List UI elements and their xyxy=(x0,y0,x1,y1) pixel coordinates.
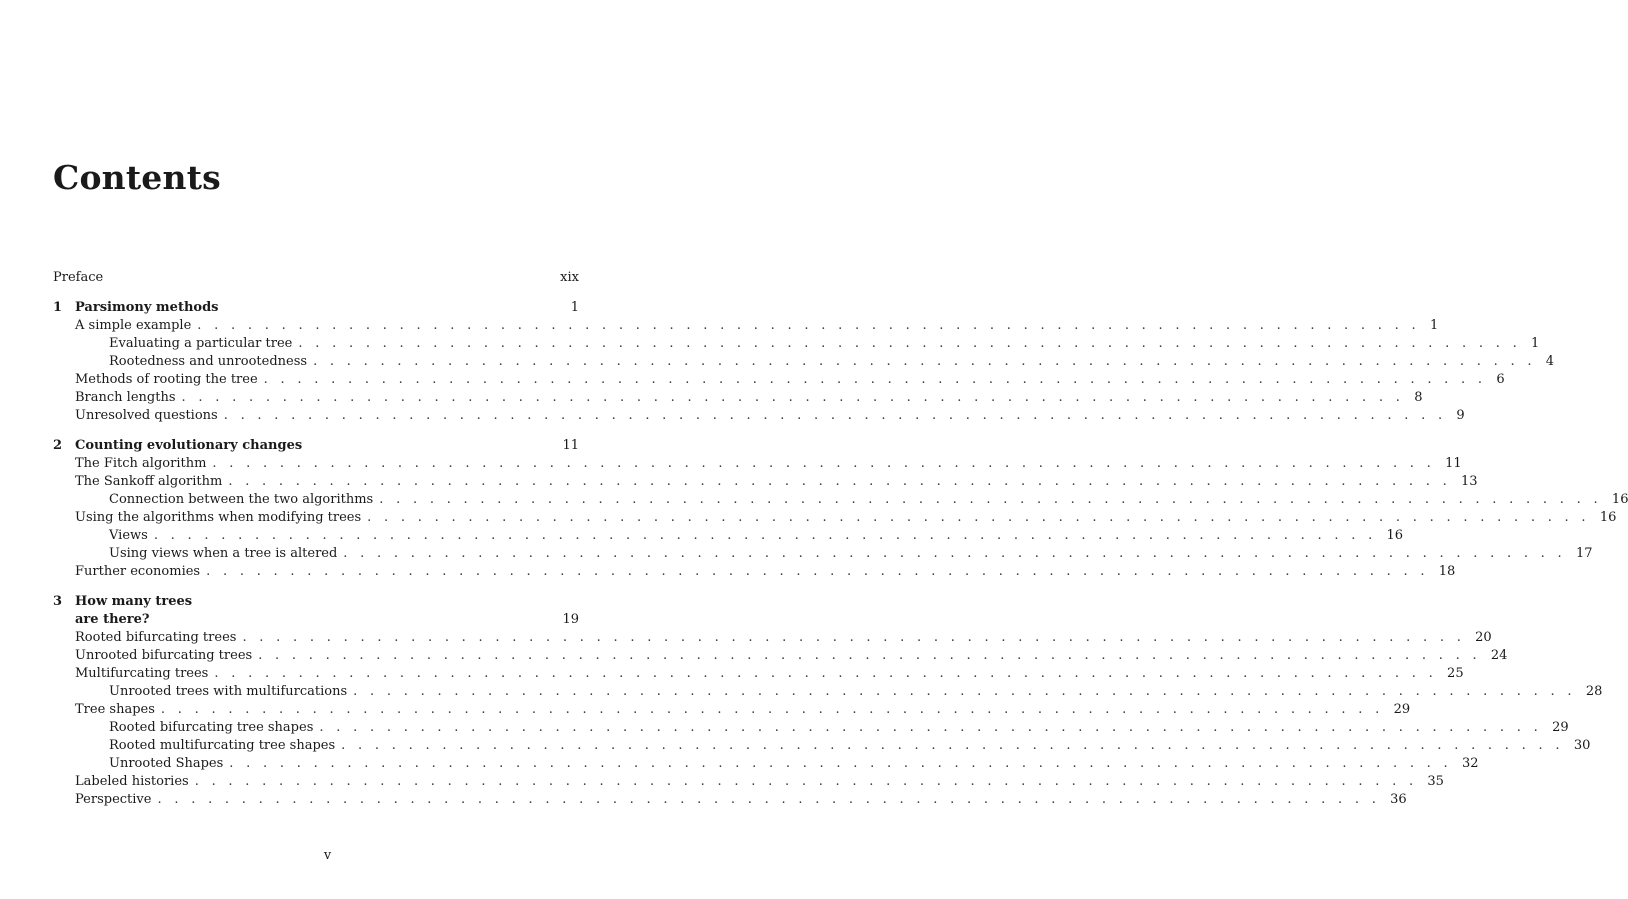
dot-leader: . . . . . . . . . . . . . . . . . . . . . . . . . . . . . . . . . . . . . . . . . . . . . . . . . . . . . . . . . . . . . . . . . . . . . . . . . xyxy=(263,372,1487,387)
toc-entry-title: Rooted multifurcating tree shapes xyxy=(109,738,336,753)
table-of-contents xyxy=(53,269,1628,809)
toc-chapter-3-continued xyxy=(53,611,579,629)
toc-section xyxy=(53,773,1444,791)
toc-entry-title: Using the algorithms when modifying trees xyxy=(75,510,362,525)
toc-section xyxy=(53,389,1423,407)
toc-entry-title: Views xyxy=(109,528,148,543)
toc-entry-title: Branch lengths xyxy=(75,390,176,405)
dot-leader: . . . . . . . . . . . . . . . . . . . . . . . . . . . . . . . . . . . . . . . . . . . . . . . . . . . . . . . . . . . . . . . . . . . . . . . . . xyxy=(242,630,1466,645)
toc-chapter-2 xyxy=(53,437,579,455)
toc-entry-title: Connection between the two algorithms xyxy=(109,492,374,507)
dot-leader: . . . . . . . . . . . . . . . . . . . . . . . . . . . . . . . . . . . . . . . . . . . . . . . . . . . . . . . . . . . . . . . . . . . . . . . . . xyxy=(197,318,1420,333)
toc-entry-title: Further economies xyxy=(75,564,201,579)
toc-entry-title: A simple example xyxy=(75,318,192,333)
dot-leader: . . . . . . . . . . . . . . . . . . . . . . . . . . . . . . . . . . . . . . . . . . . . . . . . . . . . . . . . . . . . . . . . . . . . . . . . . xyxy=(157,792,1381,807)
dot-leader: . . . . . . . . . . . . . . . . . . . . . . . . . . . . . . . . . . . . . . . . . . . . . . . . . . . . . . . . . . . . . . . . . . . . . . . . . xyxy=(319,720,1543,735)
toc-entry-title: The Sankoff algorithm xyxy=(75,474,223,489)
toc-subsection xyxy=(53,527,1404,545)
page-heading: Contents xyxy=(53,158,221,197)
dot-leader: . . . . . . . . . . . . . . . . . . . . . . . . . . . . . . . . . . . . . . . . . . . . . . . . . . . . . . . . . . . . . . . . . . . . . . . . . xyxy=(214,666,1438,681)
toc-entry-page: 4 xyxy=(1545,354,1555,369)
dot-leader: . . . . . . . . . . . . . . . . . . . . . . . . . . . . . . . . . . . . . . . . . . . . . . . . . . . . . . . . . . . . . . . . . . . . . . . . . xyxy=(313,354,1536,369)
toc-entry-title: Tree shapes xyxy=(75,702,155,717)
toc-entry-page: 29 xyxy=(1393,702,1411,717)
dot-leader: . . . . . . . . . . . . . . . . . . . . . . . . . . . . . . . . . . . . . . . . . . . . . . . . . . . . . . . . . . . . . . . . . . . . . . . . . xyxy=(353,684,1576,699)
toc-subsection xyxy=(53,683,1603,701)
toc-section xyxy=(53,407,1465,425)
toc-section xyxy=(53,509,1617,527)
toc-entry-page: 18 xyxy=(1438,564,1456,579)
toc-entry-page: 16 xyxy=(1599,510,1617,525)
toc-entry-page: 1 xyxy=(1531,336,1540,351)
toc-entry-title: Unrooted trees with multifurcations xyxy=(109,684,348,699)
toc-subsection xyxy=(53,719,1569,737)
toc-entry-title: Perspective xyxy=(75,792,152,807)
toc-entry-page: 1 xyxy=(570,300,579,315)
toc-entry-title: Using views when a tree is altered xyxy=(109,546,338,561)
chapter-title: How many trees xyxy=(75,594,193,609)
toc-subsection xyxy=(53,755,1479,773)
toc-entry-preface xyxy=(53,269,579,287)
toc-entry-page: 13 xyxy=(1461,474,1478,489)
chapter-title-line2: are there? xyxy=(75,612,150,627)
chapter-number: 1 xyxy=(53,300,63,315)
toc-subsection xyxy=(53,335,1540,353)
toc-section xyxy=(53,701,1411,719)
toc-entry-title: Rooted bifurcating trees xyxy=(75,630,237,645)
dot-leader: . . . . . . . . . . . . . . . . . . . . . . . . . . . . . . . . . . . . . . . . . . . . . . . . . . . . . . . . . . . . . . . . . . . . . . . . . xyxy=(229,756,1452,771)
page-number-footer: v xyxy=(323,848,332,863)
toc-entry-title: Unresolved questions xyxy=(75,408,218,423)
toc-entry-page: 9 xyxy=(1456,408,1465,423)
toc-entry-title: The Fitch algorithm xyxy=(75,456,207,471)
dot-leader: . . . . . . . . . . . . . . . . . . . . . . . . . . . . . . . . . . . . . . . . . . . . . . . . . . . . . . . . . . . . . . . . . . . . . . . . . xyxy=(212,456,1436,471)
toc-section xyxy=(53,629,1492,647)
toc-entry-page: 24 xyxy=(1490,648,1508,663)
toc-entry-page: 28 xyxy=(1585,684,1603,699)
toc-chapter-3 xyxy=(53,593,579,611)
dot-leader: . . . . . . . . . . . . . . . . . . . . . . . . . . . . . . . . . . . . . . . . . . . . . . . . . . . . . . . . . . . . . . . . . . . . . . . . . xyxy=(343,546,1566,561)
toc-section xyxy=(53,455,1462,473)
toc-section xyxy=(53,317,1439,335)
chapter-number: 2 xyxy=(53,438,63,453)
toc-section xyxy=(53,563,1456,581)
toc-entry-page: 30 xyxy=(1573,738,1591,753)
toc-chapter-1 xyxy=(53,299,579,317)
toc-entry-title: Rootedness and unrootedness xyxy=(109,354,308,369)
dot-leader: . . . . . . . . . . . . . . . . . . . . . . . . . . . . . . . . . . . . . . . . . . . . . . . . . . . . . . . . . . . . . . . . . . . . . . . . . xyxy=(153,528,1377,543)
toc-entry-title: Methods of rooting the tree xyxy=(75,372,258,387)
toc-entry-page: 29 xyxy=(1552,720,1569,735)
dot-leader: . . . . . . . . . . . . . . . . . . . . . . . . . . . . . . . . . . . . . . . . . . . . . . . . . . . . . . . . . . . . . . . . . . . . . . . . . xyxy=(228,474,1452,489)
toc-entry-page: 36 xyxy=(1390,792,1407,807)
toc-entry-title: Evaluating a particular tree xyxy=(109,336,293,351)
toc-section xyxy=(53,647,1508,665)
toc-section xyxy=(53,665,1464,683)
toc-entry-title: Labeled histories xyxy=(75,774,189,789)
toc-section xyxy=(53,791,1407,809)
dot-leader: . . . . . . . . . . . . . . . . . . . . . . . . . . . . . . . . . . . . . . . . . . . . . . . . . . . . . . . . . . . . . . . . . . . . . . . . . xyxy=(367,510,1590,525)
dot-leader: . . . . . . . . . . . . . . . . . . . . . . . . . . . . . . . . . . . . . . . . . . . . . . . . . . . . . . . . . . . . . . . . . . . . . . . . . xyxy=(206,564,1429,579)
toc-entry-page: 32 xyxy=(1461,756,1479,771)
dot-leader: . . . . . . . . . . . . . . . . . . . . . . . . . . . . . . . . . . . . . . . . . . . . . . . . . . . . . . . . . . . . . . . . . . . . . . . . . xyxy=(223,408,1447,423)
toc-entry-page: 8 xyxy=(1414,390,1423,405)
toc-entry-title: Unrooted Shapes xyxy=(109,756,224,771)
chapter-number: 3 xyxy=(53,594,63,609)
dot-leader: . . . . . . . . . . . . . . . . . . . . . . . . . . . . . . . . . . . . . . . . . . . . . . . . . . . . . . . . . . . . . . . . . . . . . . . . . xyxy=(160,702,1384,717)
dot-leader: . . . . . . . . . . . . . . . . . . . . . . . . . . . . . . . . . . . . . . . . . . . . . . . . . . . . . . . . . . . . . . . . . . . . . . . . . xyxy=(258,648,1481,663)
toc-subsection xyxy=(53,353,1555,371)
dot-leader: . . . . . . . . . . . . . . . . . . . . . . . . . . . . . . . . . . . . . . . . . . . . . . . . . . . . . . . . . . . . . . . . . . . . . . . . . xyxy=(298,336,1522,351)
toc-entry-page: 16 xyxy=(1386,528,1404,543)
toc-entry-page: 16 xyxy=(1611,492,1628,507)
toc-entry-page: 20 xyxy=(1475,630,1492,645)
dot-leader: . . . . . . . . . . . . . . . . . . . . . . . . . . . . . . . . . . . . . . . . . . . . . . . . . . . . . . . . . . . . . . . . . . . . . . . . . xyxy=(181,390,1405,405)
dot-leader: . . . . . . . . . . . . . . . . . . . . . . . . . . . . . . . . . . . . . . . . . . . . . . . . . . . . . . . . . . . . . . . . . . . . . . . . . xyxy=(341,738,1564,753)
toc-entry-page: 25 xyxy=(1447,666,1464,681)
toc-entry-title: Unrooted bifurcating trees xyxy=(75,648,253,663)
toc-entry-title: Rooted bifurcating tree shapes xyxy=(109,720,314,735)
chapter-title: Counting evolutionary changes xyxy=(75,438,303,453)
toc-entry-title: Preface xyxy=(53,270,104,285)
toc-entry-page: 19 xyxy=(562,612,579,627)
toc-subsection xyxy=(53,737,1591,755)
dot-leader: . . . . . . . . . . . . . . . . . . . . . . . . . . . . . . . . . . . . . . . . . . . . . . . . . . . . . . . . . . . . . . . . . . . . . . . . . xyxy=(379,492,1602,507)
toc-entry-page: 11 xyxy=(562,438,579,453)
toc-section xyxy=(53,371,1505,389)
toc-entry-page: 17 xyxy=(1575,546,1593,561)
dot-leader: . . . . . . . . . . . . . . . . . . . . . . . . . . . . . . . . . . . . . . . . . . . . . . . . . . . . . . . . . . . . . . . . . . . . . . . . . xyxy=(194,774,1418,789)
toc-section xyxy=(53,473,1478,491)
toc-entry-page: 1 xyxy=(1429,318,1439,333)
chapter-title: Parsimony methods xyxy=(75,300,219,315)
toc-entry-page: 6 xyxy=(1496,372,1505,387)
toc-entry-page: 11 xyxy=(1445,456,1462,471)
toc-entry-title: Multifurcating trees xyxy=(75,666,209,681)
toc-entry-page: xix xyxy=(560,270,579,285)
toc-entry-page: 35 xyxy=(1427,774,1444,789)
toc-subsection xyxy=(53,545,1593,563)
toc-subsection xyxy=(53,491,1628,509)
